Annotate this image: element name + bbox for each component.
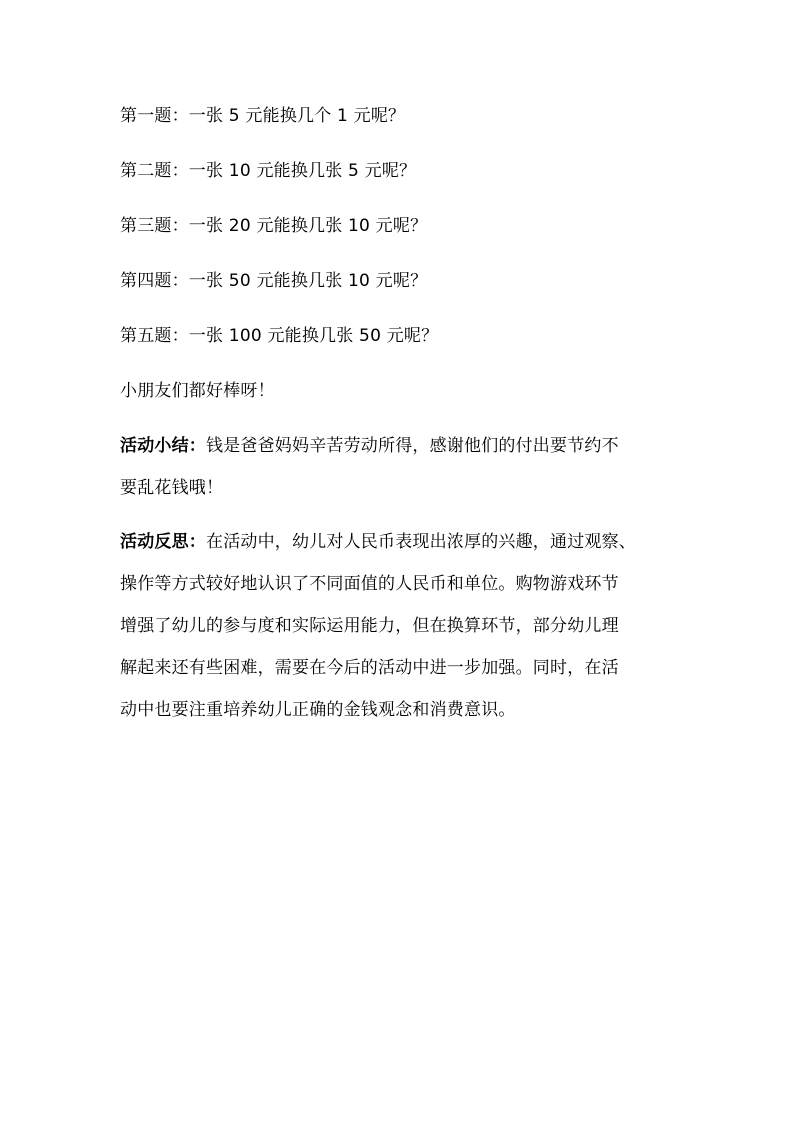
question-1: 第一题：一张 5 元能换几个 1 元呢？ [120, 106, 406, 126]
reflection-label: 活动反思： [120, 532, 206, 552]
praise-text: 小朋友们都好棒呀！ [120, 381, 275, 401]
summary-line-2: 要乱花钱哦！ [120, 478, 224, 498]
reflection-line-5: 动中也要注重培养幼儿正确的金钱观念和消费意识。 [120, 700, 516, 720]
question-3: 第三题：一张 20 元能换几张 10 元呢？ [120, 216, 428, 236]
reflection-line-1: 在活动中，幼儿对人民币表现出浓厚的兴趣，通过观察、 [206, 532, 636, 552]
reflection-line-3: 增强了幼儿的参与度和实际运用能力，但在换算环节，部分幼儿理 [120, 616, 619, 636]
reflection-line-4: 解起来还有些困难，需要在今后的活动中进一步加强。同时，在活 [120, 658, 619, 678]
question-2: 第二题：一张 10 元能换几张 5 元呢？ [120, 161, 417, 181]
question-4: 第四题：一张 50 元能换几张 10 元呢？ [120, 271, 428, 291]
reflection-paragraph [120, 530, 636, 554]
reflection-line-2: 操作等方式较好地认识了不同面值的人民币和单位。购物游戏环节 [120, 574, 619, 594]
summary-paragraph [120, 434, 619, 458]
question-5: 第五题：一张 100 元能换几张 50 元呢？ [120, 326, 439, 346]
summary-line-1: 钱是爸爸妈妈辛苦劳动所得，感谢他们的付出要节约不 [206, 436, 619, 456]
summary-label: 活动小结： [120, 436, 206, 456]
